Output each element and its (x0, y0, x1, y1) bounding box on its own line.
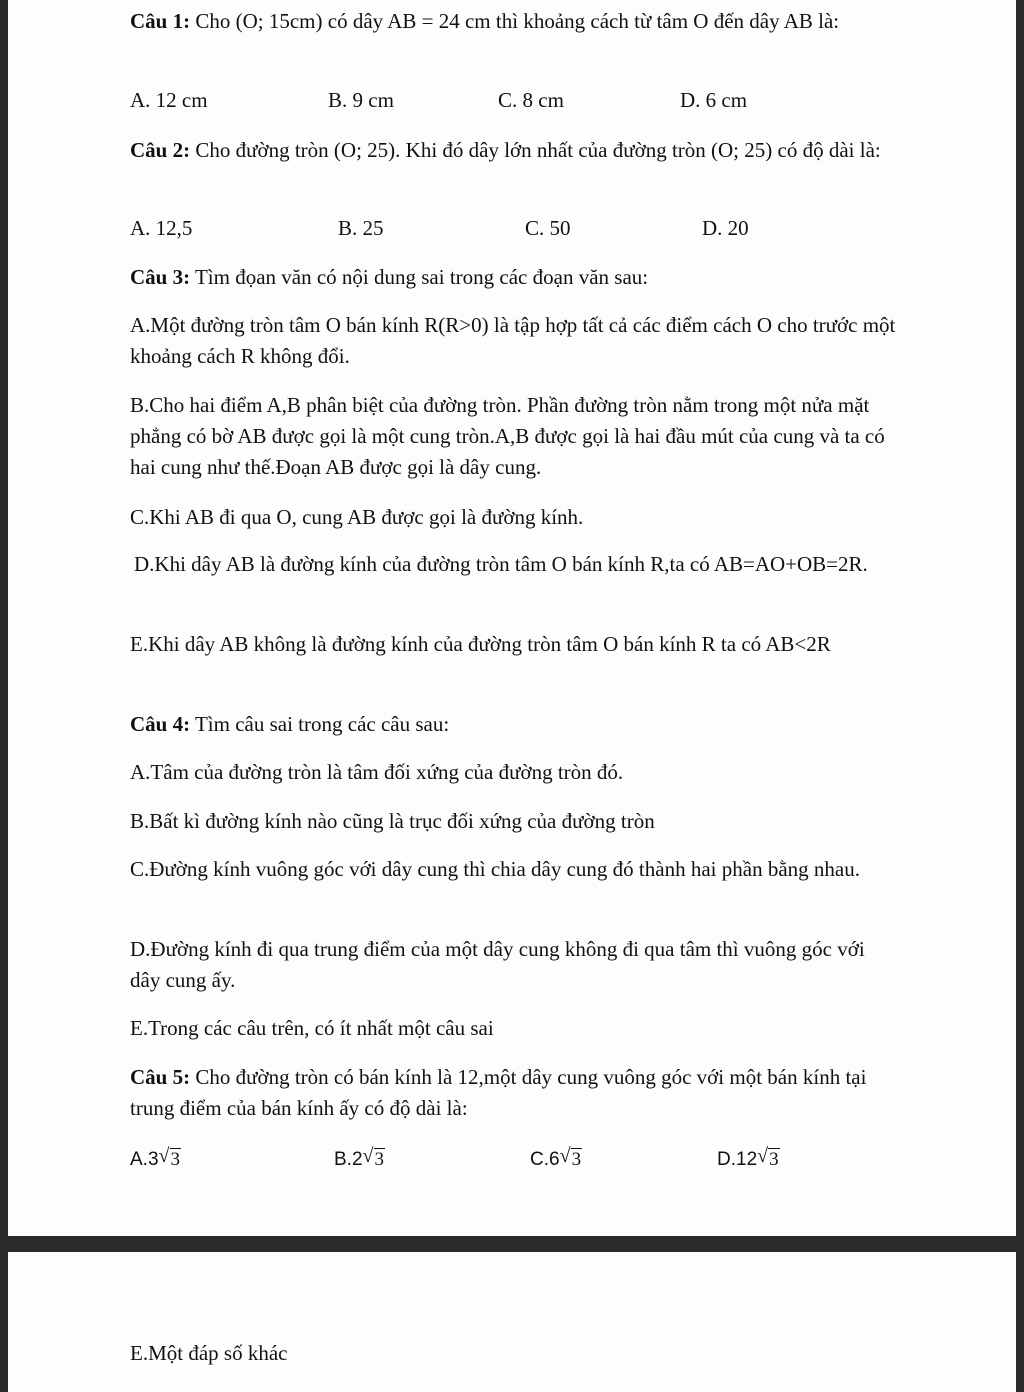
question-5-option-e: E.Một đáp số khác (130, 1341, 288, 1365)
radical-sign: √ (158, 1145, 170, 1167)
question-5 (130, 1062, 900, 1124)
question-4-text: Tìm câu sai trong các câu sau: (190, 712, 450, 736)
question-3 (130, 262, 900, 293)
radicand: 3 (571, 1149, 582, 1170)
option-prefix: A. (130, 1149, 148, 1170)
question-5-option-b (334, 1144, 385, 1175)
question-5-label: Câu 5: (130, 1065, 191, 1089)
question-1-option-c: C. 8 cm (498, 88, 564, 112)
question-2-option-a: A. 12,5 (130, 216, 193, 240)
option-prefix: D. (717, 1149, 736, 1170)
question-3-label: Câu 3: (130, 265, 191, 289)
option-coefficient: 6 (549, 1149, 560, 1170)
square-root (363, 1144, 386, 1175)
question-2-text: Cho đường tròn (O; 25). Khi đó dây lớn nhất của đường tròn (O; 25) có độ dài là: (190, 138, 881, 162)
question-4-option-e: E.Trong các câu trên, có ít nhất một câu sai (130, 1016, 494, 1040)
question-4-label: Câu 4: (130, 712, 191, 736)
question-3-option-a: A.Một đường tròn tâm O bán kính R(R>0) là tập hợp tất cả các điểm cách O cho trước một khoảng cách R không đổi. (130, 313, 896, 368)
question-2-option-b: B. 25 (338, 216, 384, 240)
question-3-option-c: C.Khi AB đi qua O, cung AB được gọi là đường kính. (130, 505, 584, 529)
question-4-option-b: B.Bất kì đường kính nào cũng là trục đối xứng của đường tròn (130, 809, 655, 833)
question-3-option-d: D.Khi dây AB là đường kính của đường tròn tâm O bán kính R,ta có AB=AO+OB=2R. (134, 552, 868, 576)
question-1-option-a: A. 12 cm (130, 88, 208, 112)
document-page-1 (8, 0, 1016, 1236)
radicand: 3 (374, 1149, 385, 1170)
question-5-option-d (717, 1144, 780, 1175)
square-root (159, 1144, 182, 1175)
question-4-option-d: D.Đường kính đi qua trung điểm của một dây cung không đi qua tâm thì vuông góc với dây cung ấy. (130, 937, 865, 992)
question-1-label: Câu 1: (130, 9, 191, 33)
radicand: 3 (769, 1149, 779, 1170)
question-5-text: Cho đường tròn có bán kính là 12,một dây cung vuông góc với một bán kính tại trung điểm của bán kính ấy có độ dài là: (130, 1065, 867, 1120)
question-4 (130, 709, 900, 740)
radical-sign: √ (362, 1145, 374, 1167)
radical-sign: √ (757, 1145, 769, 1167)
option-coefficient: 12 (736, 1149, 758, 1170)
question-2 (130, 135, 900, 166)
question-5-option-c (530, 1144, 582, 1175)
radicand: 3 (170, 1149, 181, 1170)
option-prefix: C. (530, 1149, 549, 1170)
question-1-option-b: B. 9 cm (328, 88, 394, 112)
radical-sign: √ (559, 1145, 571, 1167)
question-2-label: Câu 2: (130, 138, 191, 162)
question-2-option-d: D. 20 (702, 216, 749, 240)
option-prefix: B. (334, 1149, 352, 1170)
question-5-option-a (130, 1144, 181, 1175)
document-page-2 (8, 1252, 1016, 1392)
question-3-option-b: B.Cho hai điểm A,B phân biệt của đường tròn. Phần đường tròn nằm trong một nửa mặt phẳng có bờ AB được gọi là một cung tròn.A,B được gọi là hai đầu mút của cung và ta có hai cung như thế.Đoạn AB được gọi là dây cung. (130, 393, 885, 479)
question-2-option-c: C. 50 (525, 216, 571, 240)
question-4-option-c: C.Đường kính vuông góc với dây cung thì chia dây cung đó thành hai phần bằng nhau. (130, 857, 860, 881)
question-1 (130, 6, 900, 37)
square-root (757, 1144, 780, 1175)
option-coefficient: 3 (147, 1149, 159, 1170)
question-3-option-e: E.Khi dây AB không là đường kính của đường tròn tâm O bán kính R ta có AB<2R (130, 632, 831, 656)
question-1-option-d: D. 6 cm (680, 88, 748, 112)
question-4-option-a: A.Tâm của đường tròn là tâm đối xứng của đường tròn đó. (130, 760, 624, 784)
option-coefficient: 2 (351, 1149, 363, 1170)
question-3-text: Tìm đọan văn có nội dung sai trong các đoạn văn sau: (190, 265, 649, 289)
square-root (560, 1144, 583, 1175)
question-1-text: Cho (O; 15cm) có dây AB = 24 cm thì khoảng cách từ tâm O đến dây AB là: (190, 9, 840, 33)
